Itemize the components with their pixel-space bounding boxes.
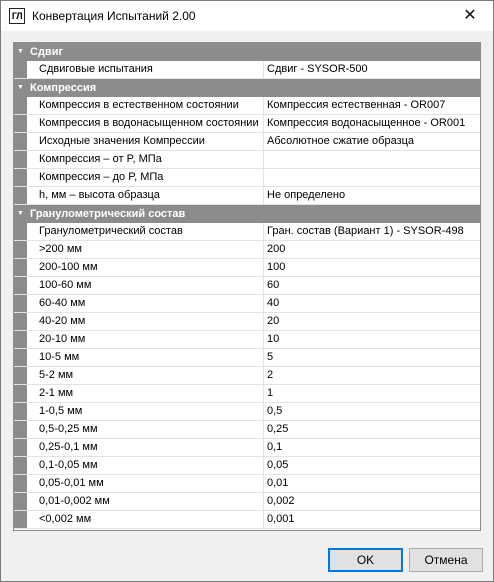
property-value[interactable]: 0,5 xyxy=(267,405,283,417)
row-gutter xyxy=(14,313,27,330)
property-name: Компрессия в водонасыщенном состоянии xyxy=(27,115,264,132)
property-name: 2-1 мм xyxy=(27,385,264,402)
property-value[interactable] xyxy=(264,151,480,168)
property-value[interactable]: 0,25 xyxy=(267,423,289,435)
cancel-button[interactable]: Отмена xyxy=(409,548,483,572)
property-row[interactable] xyxy=(14,475,480,493)
property-value[interactable]: 0,002 xyxy=(267,495,295,507)
collapse-toggle[interactable] xyxy=(14,205,27,222)
row-gutter xyxy=(14,475,27,492)
property-name: 0,25-0,1 мм xyxy=(27,439,264,456)
chevron-down-icon: ▼ xyxy=(17,48,24,55)
row-gutter xyxy=(14,259,27,276)
property-row[interactable] xyxy=(14,97,480,115)
row-gutter xyxy=(14,457,27,474)
property-name: 0,1-0,05 мм xyxy=(27,457,264,474)
property-name: 40-20 мм xyxy=(27,313,264,330)
property-name: Исходные значения Компрессии xyxy=(27,133,264,150)
property-grid xyxy=(13,42,481,531)
row-gutter xyxy=(14,421,27,438)
property-name: Гранулометрический состав xyxy=(27,223,264,240)
row-gutter xyxy=(14,169,27,186)
row-gutter xyxy=(14,97,27,114)
category-label: Гранулометрический состав xyxy=(30,207,186,220)
row-gutter xyxy=(14,439,27,456)
title-bar xyxy=(1,1,493,31)
property-row[interactable] xyxy=(14,385,480,403)
property-name: 0,01-0,002 мм xyxy=(27,493,264,510)
property-row[interactable] xyxy=(14,457,480,475)
row-gutter xyxy=(14,493,27,510)
property-value[interactable]: 2 xyxy=(267,369,274,381)
property-row[interactable] xyxy=(14,439,480,457)
property-value[interactable]: Компрессия водонасыщенное - OR001 xyxy=(267,117,466,129)
row-gutter xyxy=(14,403,27,420)
property-value[interactable]: 1 xyxy=(267,387,274,399)
category-row[interactable] xyxy=(14,43,480,61)
row-gutter xyxy=(14,385,27,402)
property-row[interactable] xyxy=(14,223,480,241)
category-label: Компрессия xyxy=(30,81,97,94)
property-name: Компрессия – до P, МПа xyxy=(27,169,264,186)
property-row[interactable] xyxy=(14,313,480,331)
property-value[interactable]: Абсолютное сжатие образца xyxy=(267,135,415,147)
property-name: 5-2 мм xyxy=(27,367,264,384)
property-value[interactable]: Компрессия естественная - OR007 xyxy=(267,99,446,111)
property-name: 200-100 мм xyxy=(27,259,264,276)
property-value[interactable]: 0,05 xyxy=(267,459,289,471)
property-row[interactable] xyxy=(14,421,480,439)
property-row[interactable] xyxy=(14,367,480,385)
property-name: h, мм – высота образца xyxy=(27,187,264,204)
property-value[interactable]: 100 xyxy=(267,261,286,273)
category-label: Сдвиг xyxy=(30,45,64,58)
property-value[interactable]: 0,1 xyxy=(267,441,283,453)
property-row[interactable] xyxy=(14,277,480,295)
chevron-down-icon: ▼ xyxy=(17,210,24,217)
row-gutter xyxy=(14,61,27,78)
property-value[interactable]: 40 xyxy=(267,297,280,309)
row-gutter xyxy=(14,115,27,132)
property-value[interactable]: 5 xyxy=(267,351,274,363)
property-value[interactable]: 0,001 xyxy=(267,513,295,525)
property-name: 0,05-0,01 мм xyxy=(27,475,264,492)
row-gutter xyxy=(14,511,27,528)
property-value[interactable]: Гран. состав (Вариант 1) - SYSOR-498 xyxy=(267,225,464,237)
row-gutter xyxy=(14,151,27,168)
row-gutter xyxy=(14,241,27,258)
property-name: <0,002 мм xyxy=(27,511,264,528)
collapse-toggle[interactable] xyxy=(14,79,27,96)
property-row[interactable] xyxy=(14,259,480,277)
close-button[interactable]: ✕ xyxy=(463,7,477,24)
property-row[interactable] xyxy=(14,241,480,259)
property-row[interactable] xyxy=(14,133,480,151)
property-row[interactable] xyxy=(14,493,480,511)
property-value[interactable]: 200 xyxy=(267,243,286,255)
category-row[interactable] xyxy=(14,205,480,223)
row-gutter xyxy=(14,223,27,240)
property-name: 60-40 мм xyxy=(27,295,264,312)
window-title: Конвертация Испытаний 2.00 xyxy=(32,9,196,23)
property-row[interactable] xyxy=(14,151,480,169)
property-value[interactable]: 0,01 xyxy=(267,477,289,489)
property-row[interactable] xyxy=(14,61,480,79)
app-icon: ГЛ xyxy=(9,8,25,24)
property-row[interactable] xyxy=(14,349,480,367)
row-gutter xyxy=(14,187,27,204)
property-row[interactable] xyxy=(14,187,480,205)
chevron-down-icon: ▼ xyxy=(17,84,24,91)
category-row[interactable] xyxy=(14,79,480,97)
row-gutter xyxy=(14,331,27,348)
row-gutter xyxy=(14,295,27,312)
property-row[interactable] xyxy=(14,169,480,187)
property-value[interactable]: 10 xyxy=(267,333,280,345)
ok-button[interactable]: OK xyxy=(328,548,403,572)
property-value[interactable]: Сдвиг - SYSOR-500 xyxy=(267,63,368,75)
property-name: Сдвиговые испытания xyxy=(27,61,264,78)
property-name: 0,5-0,25 мм xyxy=(27,421,264,438)
property-name: >200 мм xyxy=(27,241,264,258)
property-name: 1-0,5 мм xyxy=(27,403,264,420)
property-row[interactable] xyxy=(14,115,480,133)
property-name: Компрессия – от P, МПа xyxy=(27,151,264,168)
property-row[interactable] xyxy=(14,403,480,421)
property-row[interactable] xyxy=(14,511,480,529)
row-gutter xyxy=(14,133,27,150)
row-gutter xyxy=(14,349,27,366)
property-value[interactable]: 60 xyxy=(267,279,280,291)
collapse-toggle[interactable] xyxy=(14,43,27,60)
property-row[interactable] xyxy=(14,331,480,349)
row-gutter xyxy=(14,277,27,294)
property-value[interactable]: Не определено xyxy=(267,189,346,201)
property-row[interactable] xyxy=(14,295,480,313)
property-name: 10-5 мм xyxy=(27,349,264,366)
property-name: Компрессия в естественном состоянии xyxy=(27,97,264,114)
property-value[interactable] xyxy=(264,169,480,186)
property-value[interactable]: 20 xyxy=(267,315,280,327)
row-gutter xyxy=(14,367,27,384)
property-name: 100-60 мм xyxy=(27,277,264,294)
property-name: 20-10 мм xyxy=(27,331,264,348)
